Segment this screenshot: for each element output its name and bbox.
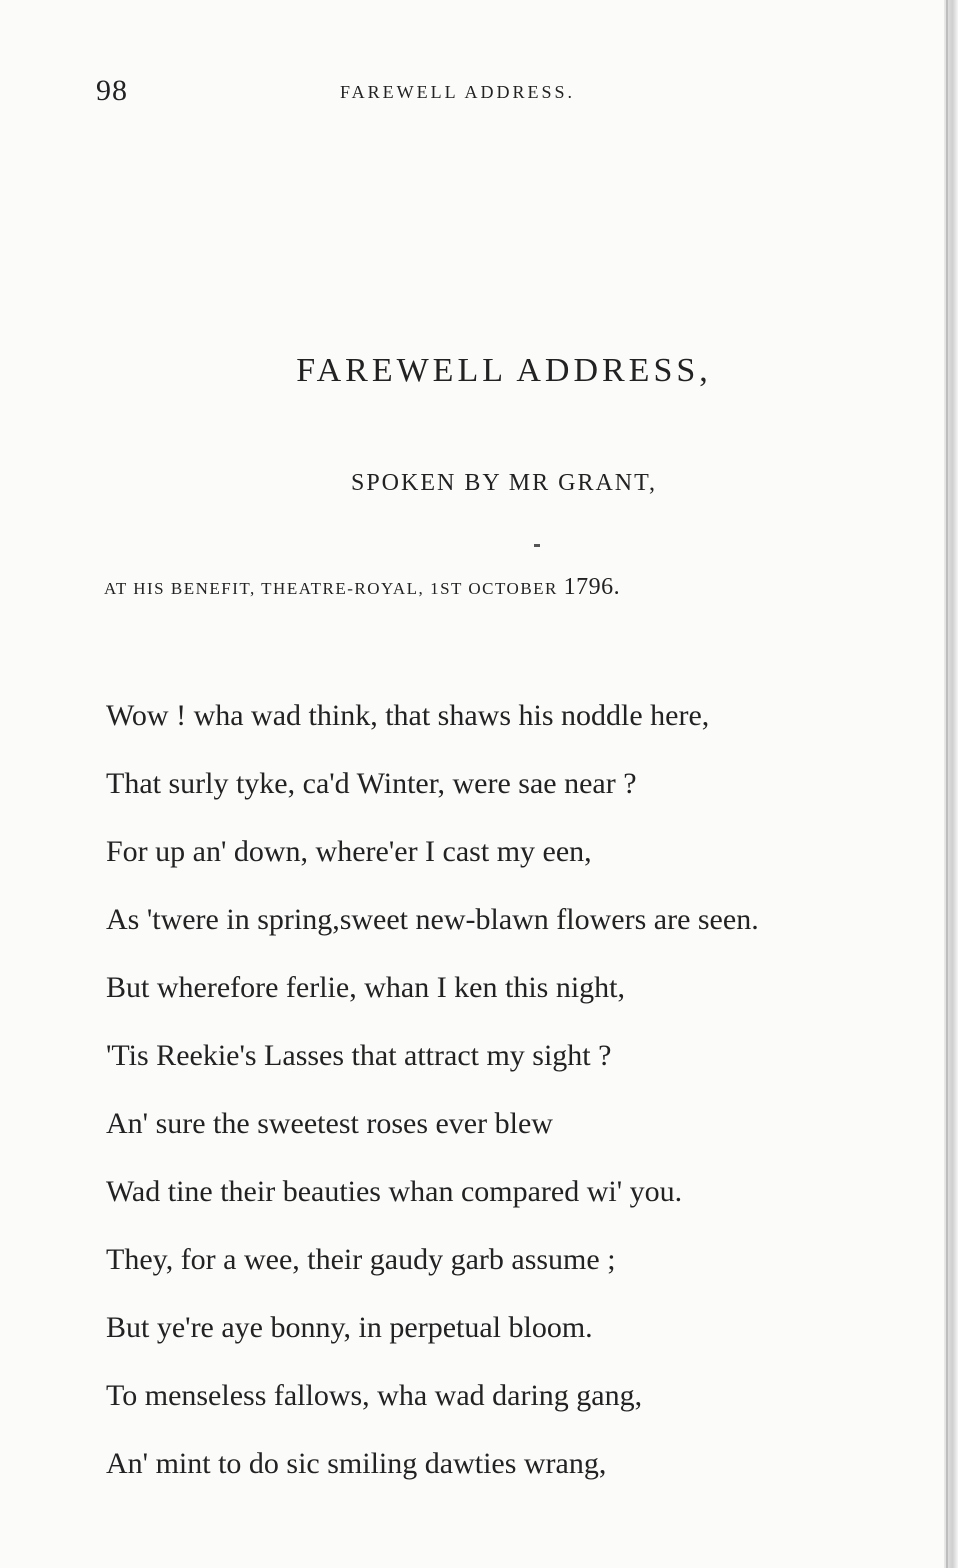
poem-line: But wherefore ferlie, whan I ken this night,	[106, 971, 626, 1004]
occasion-date: 1ST OCTOBER	[430, 579, 564, 598]
poem-line: As 'twere in spring,sweet new-blawn flowers are seen.	[106, 903, 759, 936]
page-number: 98	[96, 74, 128, 107]
occasion-text: AT HIS BENEFIT, THEATRE-ROYAL,	[104, 579, 431, 598]
poem-line: An' mint to do sic smiling dawties wrang,	[106, 1447, 607, 1480]
page-edge-line	[946, 0, 948, 1568]
poem-line: Wow ! wha wad think, that shaws his noddle here,	[106, 699, 710, 732]
poem-line: But ye're aye bonny, in perpetual bloom.	[106, 1311, 593, 1344]
poem-line: 'Tis Reekie's Lasses that attract my sight ?	[106, 1039, 612, 1072]
poem-line: Wad tine their beauties whan compared wi' you.	[106, 1175, 683, 1208]
poem-line: For up an' down, where'er I cast my een,	[106, 835, 592, 868]
poem-subtitle: SPOKEN BY MR GRANT,	[350, 470, 658, 496]
occasion-year: 1796.	[563, 574, 621, 600]
poem-line: They, for a wee, their gaudy garb assume ;	[106, 1243, 616, 1276]
poem-title: FAREWELL ADDRESS,	[296, 352, 712, 389]
poem-body	[106, 696, 936, 1512]
running-head	[96, 74, 716, 114]
poem-line: That surly tyke, ca'd Winter, were sae near ?	[106, 767, 637, 800]
running-title: FAREWELL ADDRESS.	[340, 82, 576, 102]
poem-line: An' sure the sweetest roses ever blew	[106, 1107, 553, 1140]
poem-line: To menseless fallows, wha wad daring gang,	[106, 1379, 643, 1412]
poem-occasion	[104, 574, 924, 601]
divider-mark	[534, 544, 540, 547]
